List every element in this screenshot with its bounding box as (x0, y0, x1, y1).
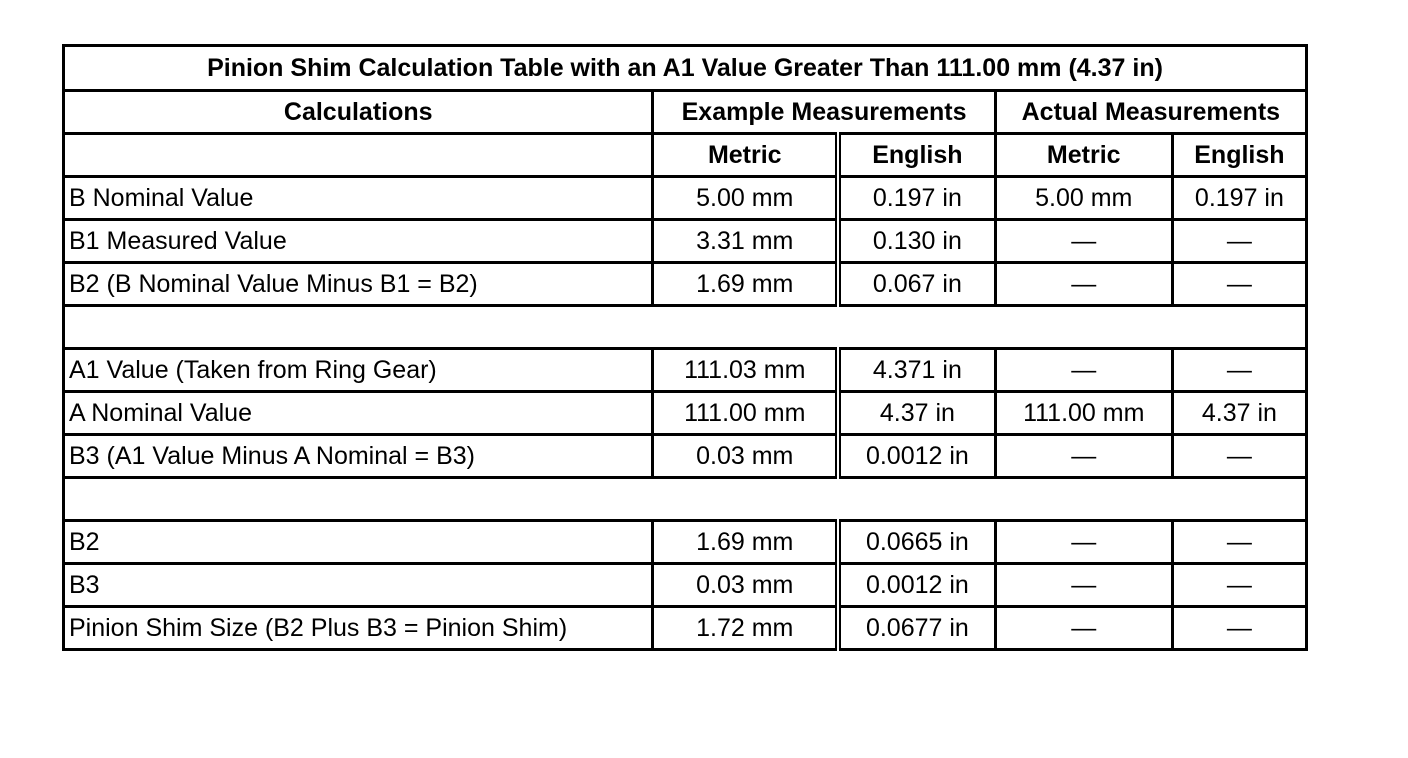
table-header-row (64, 91, 1307, 134)
table-row (64, 564, 1307, 607)
pinion-shim-table (62, 44, 1308, 651)
actual-english-cell: — (1172, 220, 1306, 263)
example-metric-cell: 3.31 mm (653, 220, 838, 263)
actual-metric-cell: — (995, 220, 1172, 263)
spacer-cell (64, 306, 1307, 349)
actual-metric-cell: 5.00 mm (995, 177, 1172, 220)
actual-metric-cell: — (995, 607, 1172, 650)
actual-metric-cell: — (995, 521, 1172, 564)
table-subheader-row (64, 134, 1307, 177)
example-metric-cell: 111.03 mm (653, 349, 838, 392)
example-english-cell: 4.371 in (838, 349, 995, 392)
example-metric-cell: 1.69 mm (653, 263, 838, 306)
row-label: B Nominal Value (64, 177, 653, 220)
actual-metric-cell: 111.00 mm (995, 392, 1172, 435)
table-row (64, 177, 1307, 220)
header-calculations: Calculations (64, 91, 653, 134)
row-label: B3 (64, 564, 653, 607)
actual-english-cell: — (1172, 263, 1306, 306)
actual-english-cell: — (1172, 349, 1306, 392)
actual-metric-cell: — (995, 263, 1172, 306)
table-row (64, 607, 1307, 650)
table-row (64, 263, 1307, 306)
example-english-cell: 0.197 in (838, 177, 995, 220)
table-row (64, 435, 1307, 478)
spacer-cell (64, 478, 1307, 521)
spacer-row (64, 478, 1307, 521)
subheader-actual-metric: Metric (995, 134, 1172, 177)
actual-english-cell: — (1172, 521, 1306, 564)
actual-english-cell: — (1172, 607, 1306, 650)
example-metric-cell: 1.72 mm (653, 607, 838, 650)
header-actual-measurements: Actual Measurements (995, 91, 1306, 134)
spacer-row (64, 306, 1307, 349)
actual-english-cell: — (1172, 435, 1306, 478)
example-metric-cell: 0.03 mm (653, 564, 838, 607)
row-label: A1 Value (Taken from Ring Gear) (64, 349, 653, 392)
actual-metric-cell: — (995, 435, 1172, 478)
row-label: B1 Measured Value (64, 220, 653, 263)
row-label: Pinion Shim Size (B2 Plus B3 = Pinion Shim) (64, 607, 653, 650)
example-english-cell: 0.0665 in (838, 521, 995, 564)
table-row (64, 220, 1307, 263)
example-english-cell: 0.0012 in (838, 435, 995, 478)
actual-metric-cell: — (995, 349, 1172, 392)
table-row (64, 349, 1307, 392)
subheader-example-metric: Metric (653, 134, 838, 177)
example-english-cell: 0.130 in (838, 220, 995, 263)
row-label: B2 (B Nominal Value Minus B1 = B2) (64, 263, 653, 306)
example-english-cell: 4.37 in (838, 392, 995, 435)
actual-english-cell: — (1172, 564, 1306, 607)
subheader-empty (64, 134, 653, 177)
table-row (64, 392, 1307, 435)
example-metric-cell: 1.69 mm (653, 521, 838, 564)
table-row (64, 521, 1307, 564)
table-title-row (64, 46, 1307, 91)
header-example-measurements: Example Measurements (653, 91, 995, 134)
example-metric-cell: 5.00 mm (653, 177, 838, 220)
example-english-cell: 0.067 in (838, 263, 995, 306)
table-title: Pinion Shim Calculation Table with an A1 Value Greater Than 111.00 mm (4.37 in) (64, 46, 1307, 91)
row-label: B2 (64, 521, 653, 564)
subheader-actual-english: English (1172, 134, 1306, 177)
row-label: B3 (A1 Value Minus A Nominal = B3) (64, 435, 653, 478)
example-english-cell: 0.0677 in (838, 607, 995, 650)
subheader-example-english: English (838, 134, 995, 177)
example-metric-cell: 111.00 mm (653, 392, 838, 435)
actual-metric-cell: — (995, 564, 1172, 607)
actual-english-cell: 0.197 in (1172, 177, 1306, 220)
actual-english-cell: 4.37 in (1172, 392, 1306, 435)
example-english-cell: 0.0012 in (838, 564, 995, 607)
row-label: A Nominal Value (64, 392, 653, 435)
example-metric-cell: 0.03 mm (653, 435, 838, 478)
